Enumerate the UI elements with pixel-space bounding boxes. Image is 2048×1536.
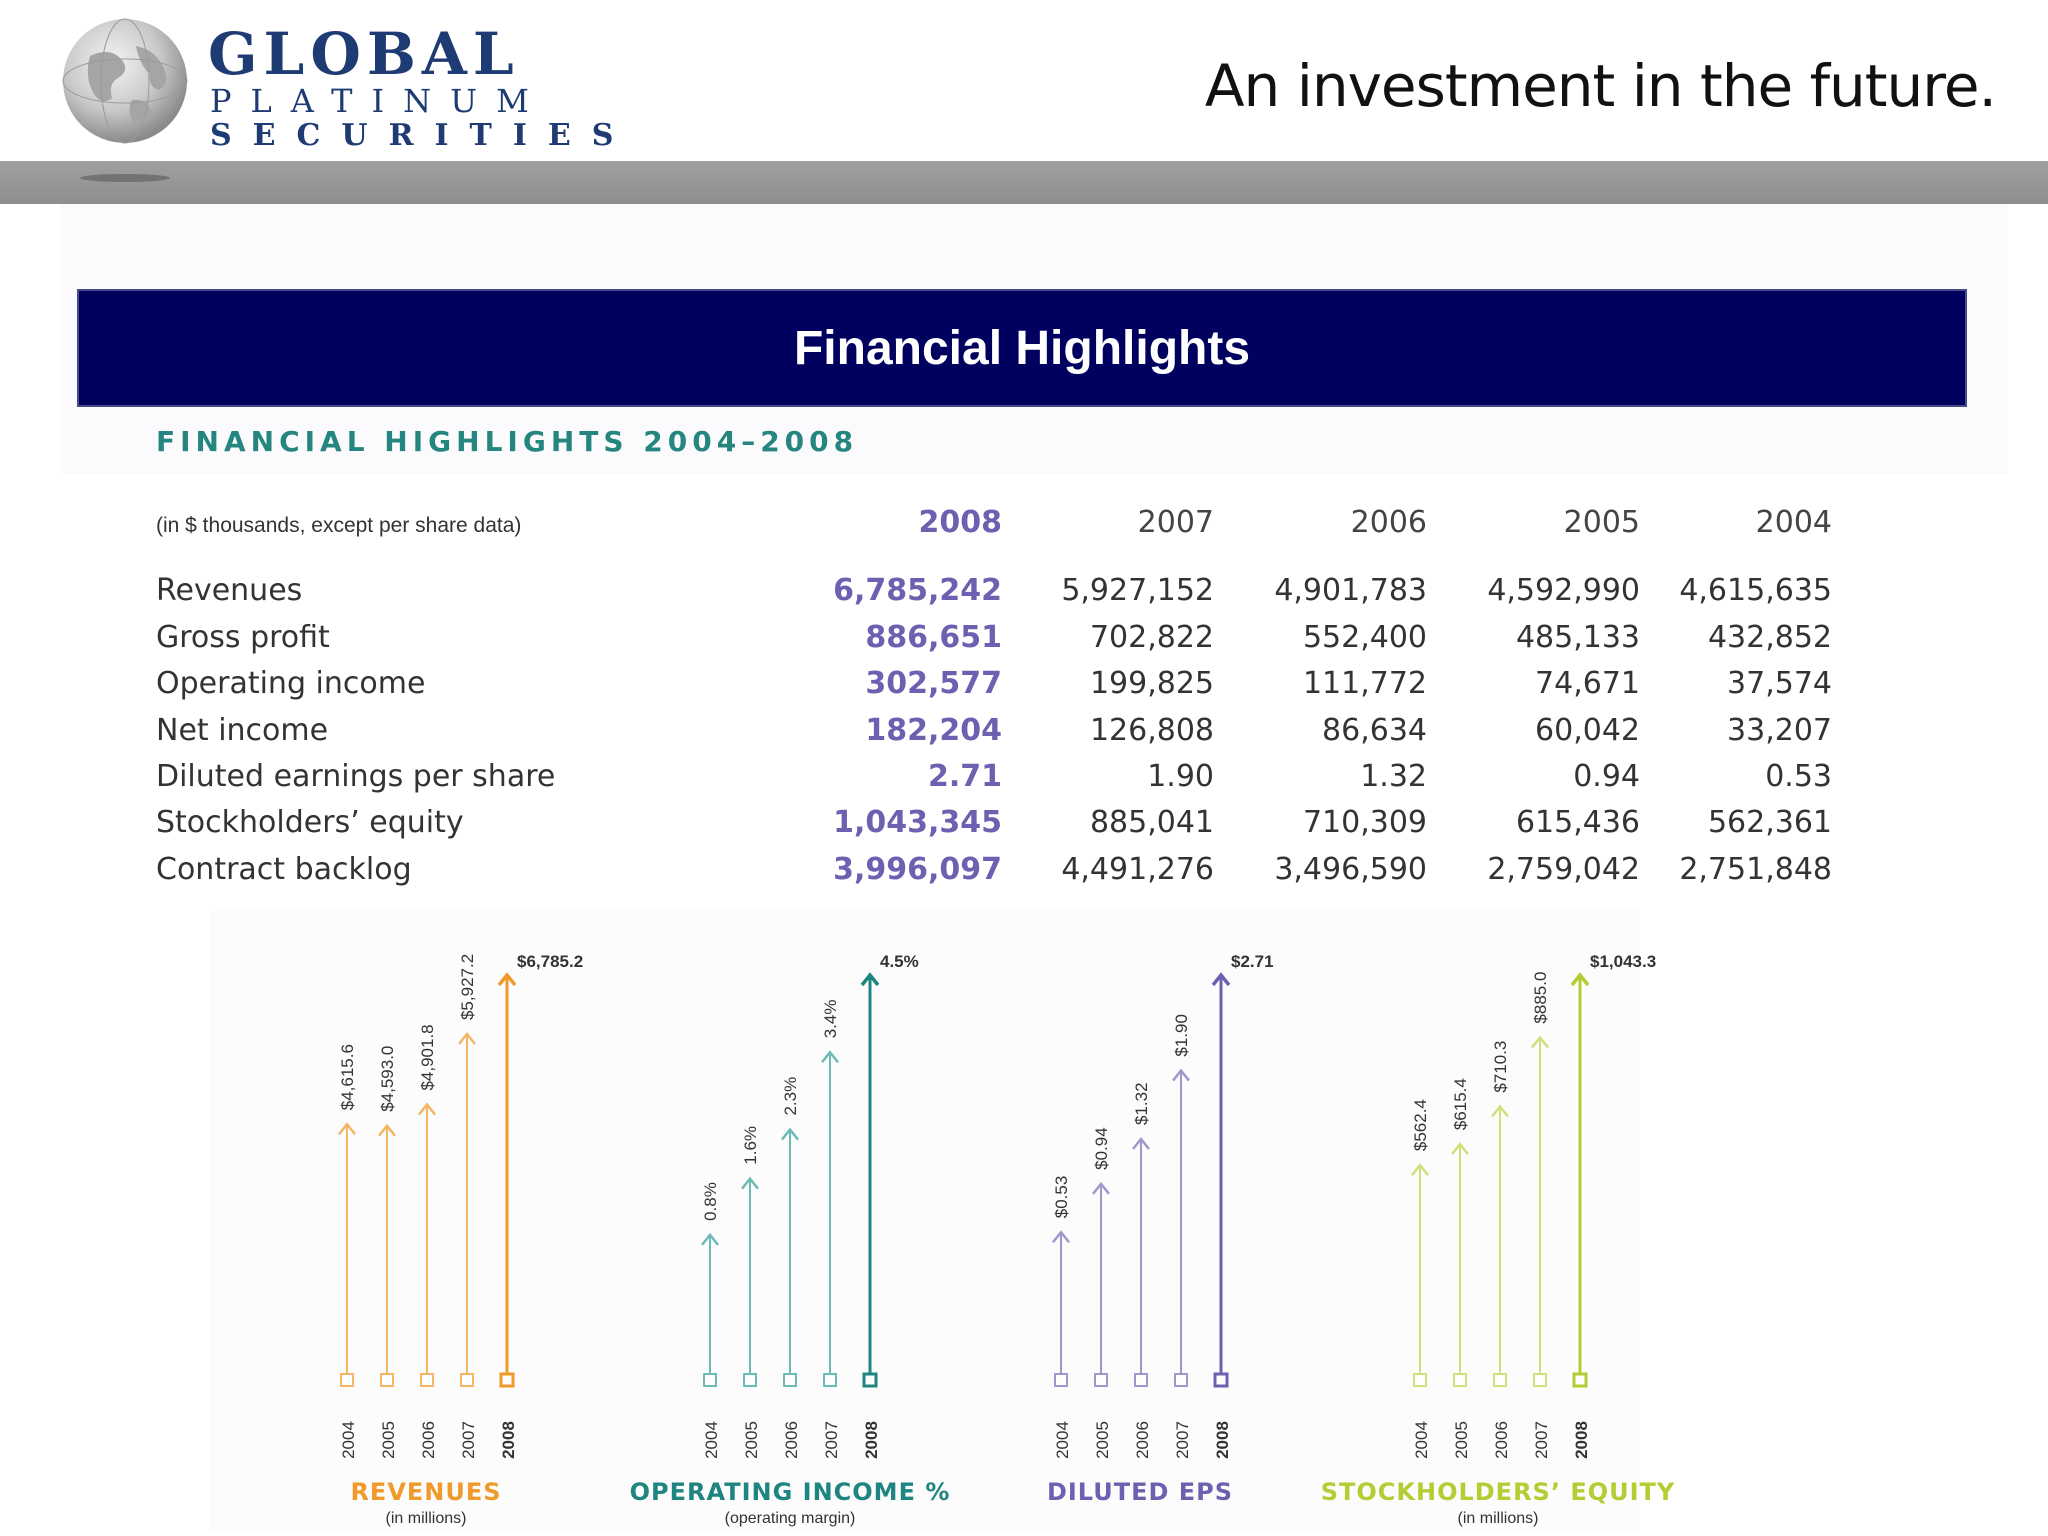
chart-subtitle-operating-income: (operating margin) (724, 1510, 856, 1527)
banner-title: Financial Highlights (793, 322, 1251, 375)
table-cell: 2,751,848 (1679, 852, 1832, 887)
data-label: $4,901.8 (418, 1024, 437, 1091)
data-label: $0.94 (1092, 1127, 1111, 1170)
bar-base-marker (341, 1374, 353, 1386)
data-label: $710.3 (1491, 1040, 1510, 1093)
table-cell: 126,808 (1089, 713, 1214, 748)
data-label: $562.4 (1411, 1099, 1430, 1152)
data-label: $2.71 (1231, 952, 1274, 971)
bar-base-marker (1055, 1374, 1067, 1386)
table-cell: 0.94 (1573, 759, 1640, 794)
data-label: 1.6% (741, 1125, 760, 1165)
x-tick-label: 2006 (419, 1421, 438, 1459)
bar-base-marker (1534, 1374, 1546, 1386)
bar-base-marker (704, 1374, 716, 1386)
row-label: Gross profit (156, 620, 330, 655)
x-tick-label: 2004 (339, 1421, 358, 1459)
chart-subtitle-revenues: (in millions) (385, 1510, 467, 1527)
x-tick-label: 2007 (822, 1421, 841, 1459)
table-cell: 2,759,042 (1487, 852, 1640, 887)
bar-base-marker (824, 1374, 836, 1386)
brand-name-line1: GLOBAL (208, 20, 520, 88)
x-tick-label: 2008 (1213, 1421, 1232, 1459)
table-cell: 37,574 (1727, 666, 1832, 701)
x-tick-label: 2007 (1173, 1421, 1192, 1459)
table-cell: 1,043,345 (833, 805, 1002, 840)
bar-base-marker (1414, 1374, 1426, 1386)
x-tick-label: 2006 (1492, 1421, 1511, 1459)
bar-base-marker (1135, 1374, 1147, 1386)
chart-title-diluted-eps: DILUTED EPS (1046, 1478, 1234, 1506)
table-cell: 86,634 (1322, 713, 1427, 748)
row-label: Revenues (156, 573, 303, 608)
table-cell: 4,615,635 (1679, 573, 1832, 608)
x-tick-label: 2007 (459, 1421, 478, 1459)
bar-base-marker (381, 1374, 393, 1386)
brand-name-line3: SECURITIES (210, 118, 635, 153)
table-cell: 33,207 (1727, 713, 1832, 748)
data-label: $1.32 (1132, 1082, 1151, 1126)
table-cell: 302,577 (865, 666, 1002, 701)
table-cell: 710,309 (1302, 805, 1427, 840)
bar-base-marker (461, 1374, 473, 1386)
chart-title-stockholders-equity: STOCKHOLDERS’ EQUITY (1320, 1478, 1676, 1506)
data-label: $1,043.3 (1590, 952, 1657, 971)
table-cell: 1.32 (1360, 759, 1427, 794)
table-cell: 552,400 (1302, 620, 1427, 655)
year-header-2004: 2004 (1755, 505, 1832, 540)
table-cell: 432,852 (1707, 620, 1832, 655)
x-tick-label: 2004 (1053, 1421, 1072, 1459)
bar-base-marker (864, 1374, 876, 1386)
x-tick-label: 2005 (1452, 1421, 1471, 1459)
table-cell: 5,927,152 (1061, 573, 1214, 608)
table-cell: 6,785,242 (833, 573, 1002, 608)
x-tick-label: 2004 (1412, 1421, 1431, 1459)
x-tick-label: 2004 (702, 1421, 721, 1459)
row-label: Stockholders’ equity (156, 805, 464, 840)
table-cell: 2.71 (927, 759, 1002, 794)
table-cell: 199,825 (1089, 666, 1214, 701)
data-label: $6,785.2 (517, 952, 584, 971)
bar-base-marker (784, 1374, 796, 1386)
bar-base-marker (1215, 1374, 1227, 1386)
data-label: $4,593.0 (378, 1045, 397, 1112)
chart-title-revenues: REVENUES (350, 1478, 502, 1506)
table-cell: 3,496,590 (1274, 852, 1427, 887)
chart-subtitle-stockholders-equity: (in millions) (1457, 1510, 1539, 1527)
year-header-2006: 2006 (1350, 505, 1427, 540)
table-heading: FINANCIAL HIGHLIGHTS 2004–2008 (156, 425, 859, 458)
x-tick-label: 2006 (1133, 1421, 1152, 1459)
x-tick-label: 2008 (499, 1421, 518, 1459)
x-tick-label: 2007 (1532, 1421, 1551, 1459)
row-label: Operating income (156, 666, 426, 701)
data-label: 2.3% (781, 1076, 800, 1116)
table-cell: 60,042 (1535, 713, 1640, 748)
data-label: $615.4 (1451, 1078, 1470, 1131)
bar-base-marker (1095, 1374, 1107, 1386)
bar-base-marker (1454, 1374, 1466, 1386)
table-cell: 111,772 (1302, 666, 1427, 701)
x-tick-label: 2005 (1093, 1421, 1112, 1459)
brand-name-line2: PLATINUM (210, 82, 548, 120)
chart-title-operating-income: OPERATING INCOME % (629, 1478, 951, 1506)
bar-base-marker (1175, 1374, 1187, 1386)
row-label: Contract backlog (156, 852, 412, 887)
x-tick-label: 2008 (1572, 1421, 1591, 1459)
table-cell: 4,592,990 (1487, 573, 1640, 608)
data-label: $5,927.2 (458, 953, 477, 1021)
table-cell: 562,361 (1707, 805, 1832, 840)
data-label: $885.0 (1531, 971, 1550, 1024)
data-label: $0.53 (1052, 1175, 1071, 1219)
tagline: An investment in the future. (1204, 52, 1996, 120)
row-label: Diluted earnings per share (156, 759, 556, 794)
table-cell: 485,133 (1515, 620, 1640, 655)
table-cell: 4,901,783 (1274, 573, 1427, 608)
row-label: Net income (156, 713, 329, 748)
x-tick-label: 2006 (782, 1421, 801, 1459)
table-cell: 886,651 (865, 620, 1002, 655)
table-cell: 885,041 (1089, 805, 1214, 840)
table-cell: 4,491,276 (1061, 852, 1214, 887)
units-note: (in $ thousands, except per share data) (156, 514, 522, 537)
table-cell: 3,996,097 (833, 852, 1002, 887)
table-cell: 0.53 (1765, 759, 1832, 794)
table-cell: 1.90 (1147, 759, 1214, 794)
year-header-2007: 2007 (1137, 505, 1214, 540)
data-label: 3.4% (821, 999, 840, 1039)
x-tick-label: 2005 (742, 1421, 761, 1459)
bar-base-marker (1574, 1374, 1586, 1386)
x-tick-label: 2008 (862, 1421, 881, 1459)
table-cell: 615,436 (1515, 805, 1640, 840)
x-tick-label: 2005 (379, 1421, 398, 1459)
data-label: 4.5% (880, 952, 919, 971)
table-cell: 702,822 (1089, 620, 1214, 655)
data-label: $1.90 (1172, 1014, 1191, 1057)
year-header-2005: 2005 (1563, 505, 1640, 540)
bar-base-marker (421, 1374, 433, 1386)
table-cell: 182,204 (865, 713, 1002, 748)
data-label: $4,615.6 (338, 1044, 357, 1111)
bar-base-marker (501, 1374, 513, 1386)
data-label: 0.8% (701, 1182, 720, 1221)
bar-base-marker (1494, 1374, 1506, 1386)
year-header-2008: 2008 (918, 505, 1002, 540)
table-cell: 74,671 (1535, 666, 1640, 701)
bar-base-marker (744, 1374, 756, 1386)
